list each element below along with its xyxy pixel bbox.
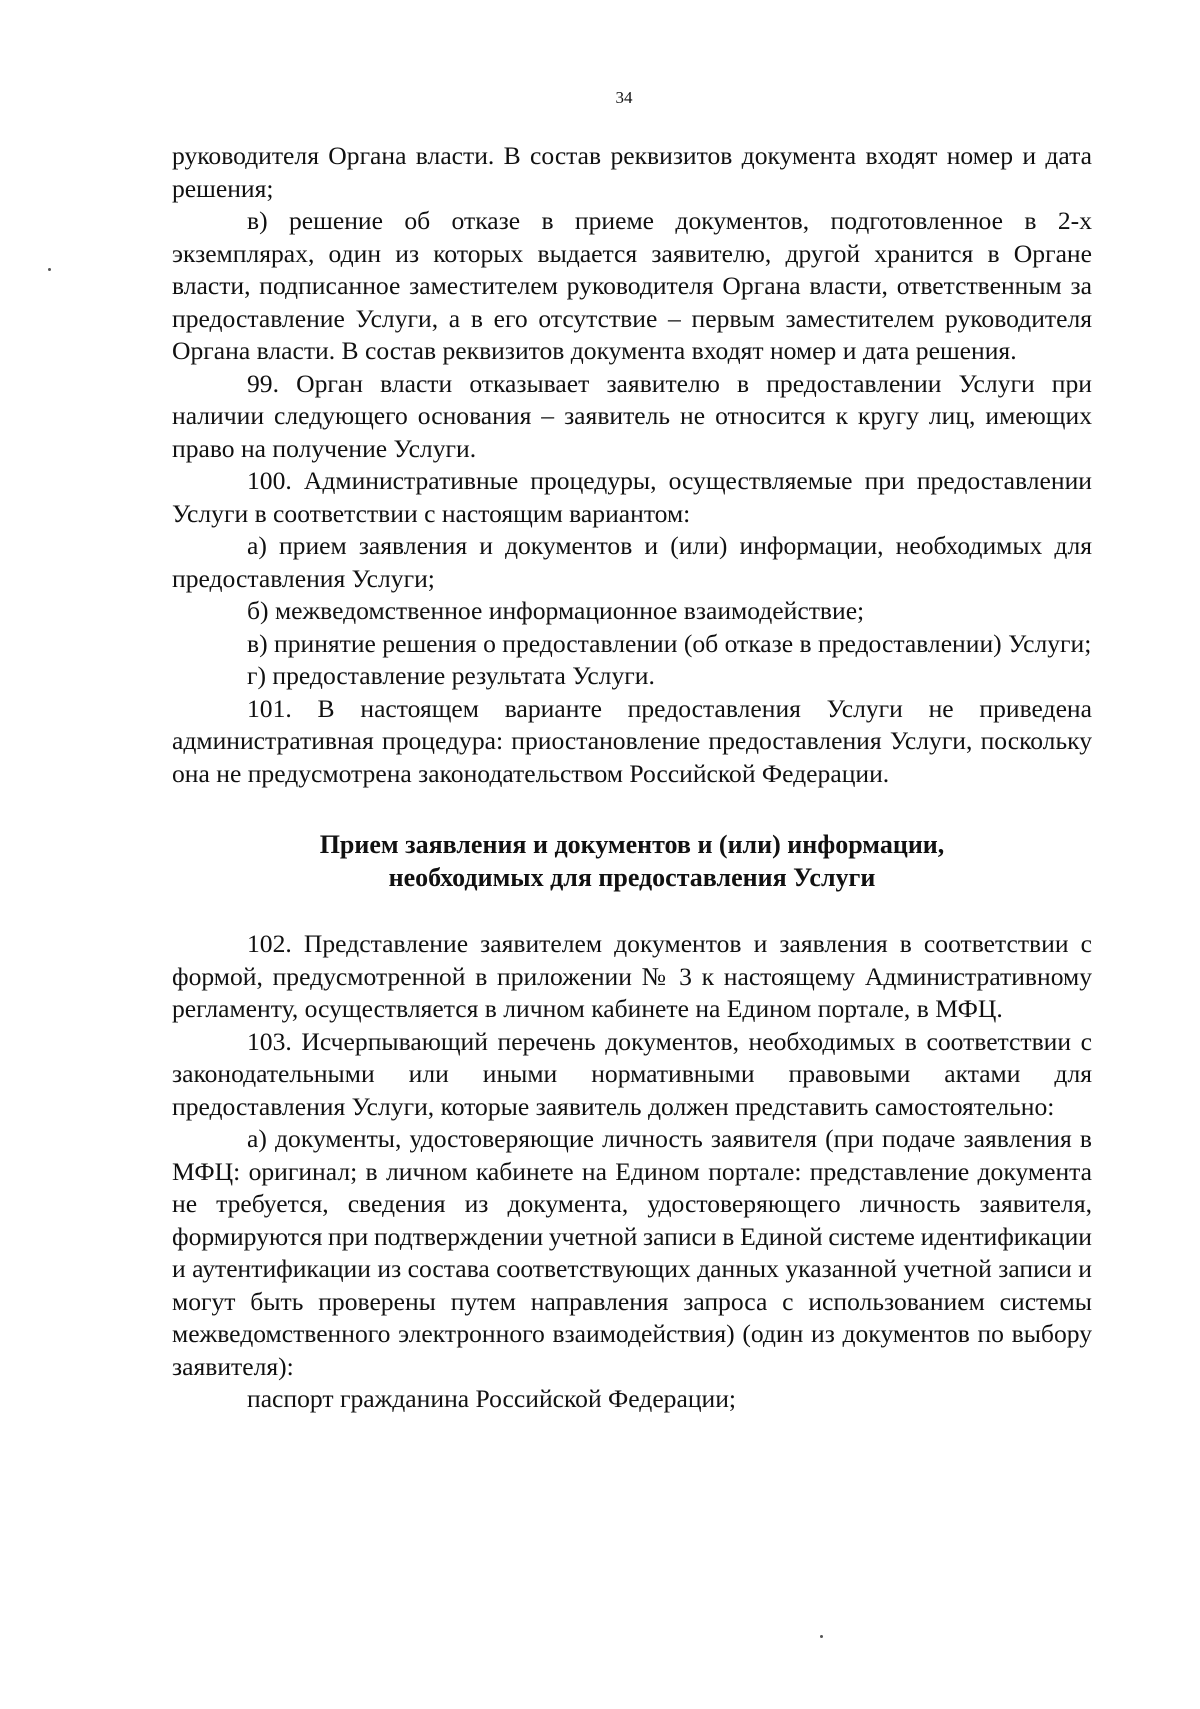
- paragraph-99: 99. Орган власти отказывает заявителю в предоставлении Услуги при наличии следующего основания – заявитель не относится к кругу лиц, имеющих право на получение Услуги.: [172, 368, 1092, 463]
- paragraph-100-item-v: в) принятие решения о предоставлении (об отказе в предоставлении) Услуги;: [247, 628, 1092, 658]
- paragraph-100-item-g: г) предоставление результата Услуги.: [247, 661, 655, 690]
- paragraph-103-item-a: а) документы, удостоверяющие личность заявителя (при подаче заявления в МФЦ: оригинал; в личном кабинете на Едином портале: представление документа не требуется, сведения из документа, удостоверяющего личность заявителя, формируются при подтверждении учетной записи в Единой системе идентификации и аутентификации из состава соответствующих данных указанной учетной записи и могут быть проверены путем направления запроса с использованием системы межведомственного электронного взаимодействия) (один из документов по выбору заявителя):: [172, 1124, 1092, 1381]
- paragraph-100-item-a: а) прием заявления и документов и (или) информации, необходимых для предоставления Услуги;: [172, 531, 1092, 593]
- paragraph-101: 101. В настоящем варианте предоставления Услуги не приведена административная процедура: приостановление предоставления Услуги, поскольку она не предусмотрена законодательством Российской Федерации.: [172, 693, 1092, 788]
- paragraph-103: 103. Исчерпывающий перечень документов, необходимых в соответствии с законодательными или иными нормативными правовыми актами для предоставления Услуги, которые заявитель должен представить самостоятельно:: [172, 1026, 1092, 1121]
- page-number: 34: [615, 88, 633, 107]
- paragraph-continuation: руководителя Органа власти. В состав реквизитов документа входят номер и дата решения;: [172, 141, 1092, 203]
- section-heading-line-1: Прием заявления и документов и (или) информации,: [319, 830, 945, 859]
- scan-speck: [48, 268, 51, 271]
- paragraph-item-v-refusal-decision: в) решение об отказе в приеме документов, подготовленное в 2-х экземплярах, один из которых выдается заявителю, другой хранится в Органе власти, подписанное заместителем руководителя Органа власти, ответственным за предоставление Услуги, а в его отсутствие – первым заместителем руководителя Органа власти. В состав реквизитов документа входят номер и дата решения.: [172, 206, 1092, 365]
- paragraph-100-item-b: б) межведомственное информационное взаимодействие;: [247, 596, 865, 625]
- paragraph-passport: паспорт гражданина Российской Федерации;: [247, 1384, 737, 1413]
- section-heading: [172, 828, 1092, 894]
- paragraph-102: 102. Представление заявителем документов и заявления в соответствии с формой, предусмотренной в приложении № 3 к настоящему Административному регламенту, осуществляется в личном кабинете на Едином портале, в МФЦ.: [172, 929, 1092, 1023]
- scan-speck: [820, 1635, 823, 1638]
- section-heading-line-2: необходимых для предоставления Услуги: [388, 863, 876, 892]
- document-body: [172, 140, 1092, 1416]
- paragraph-100: 100. Административные процедуры, осуществляемые при предоставлении Услуги в соответствии с настоящим вариантом:: [172, 466, 1092, 528]
